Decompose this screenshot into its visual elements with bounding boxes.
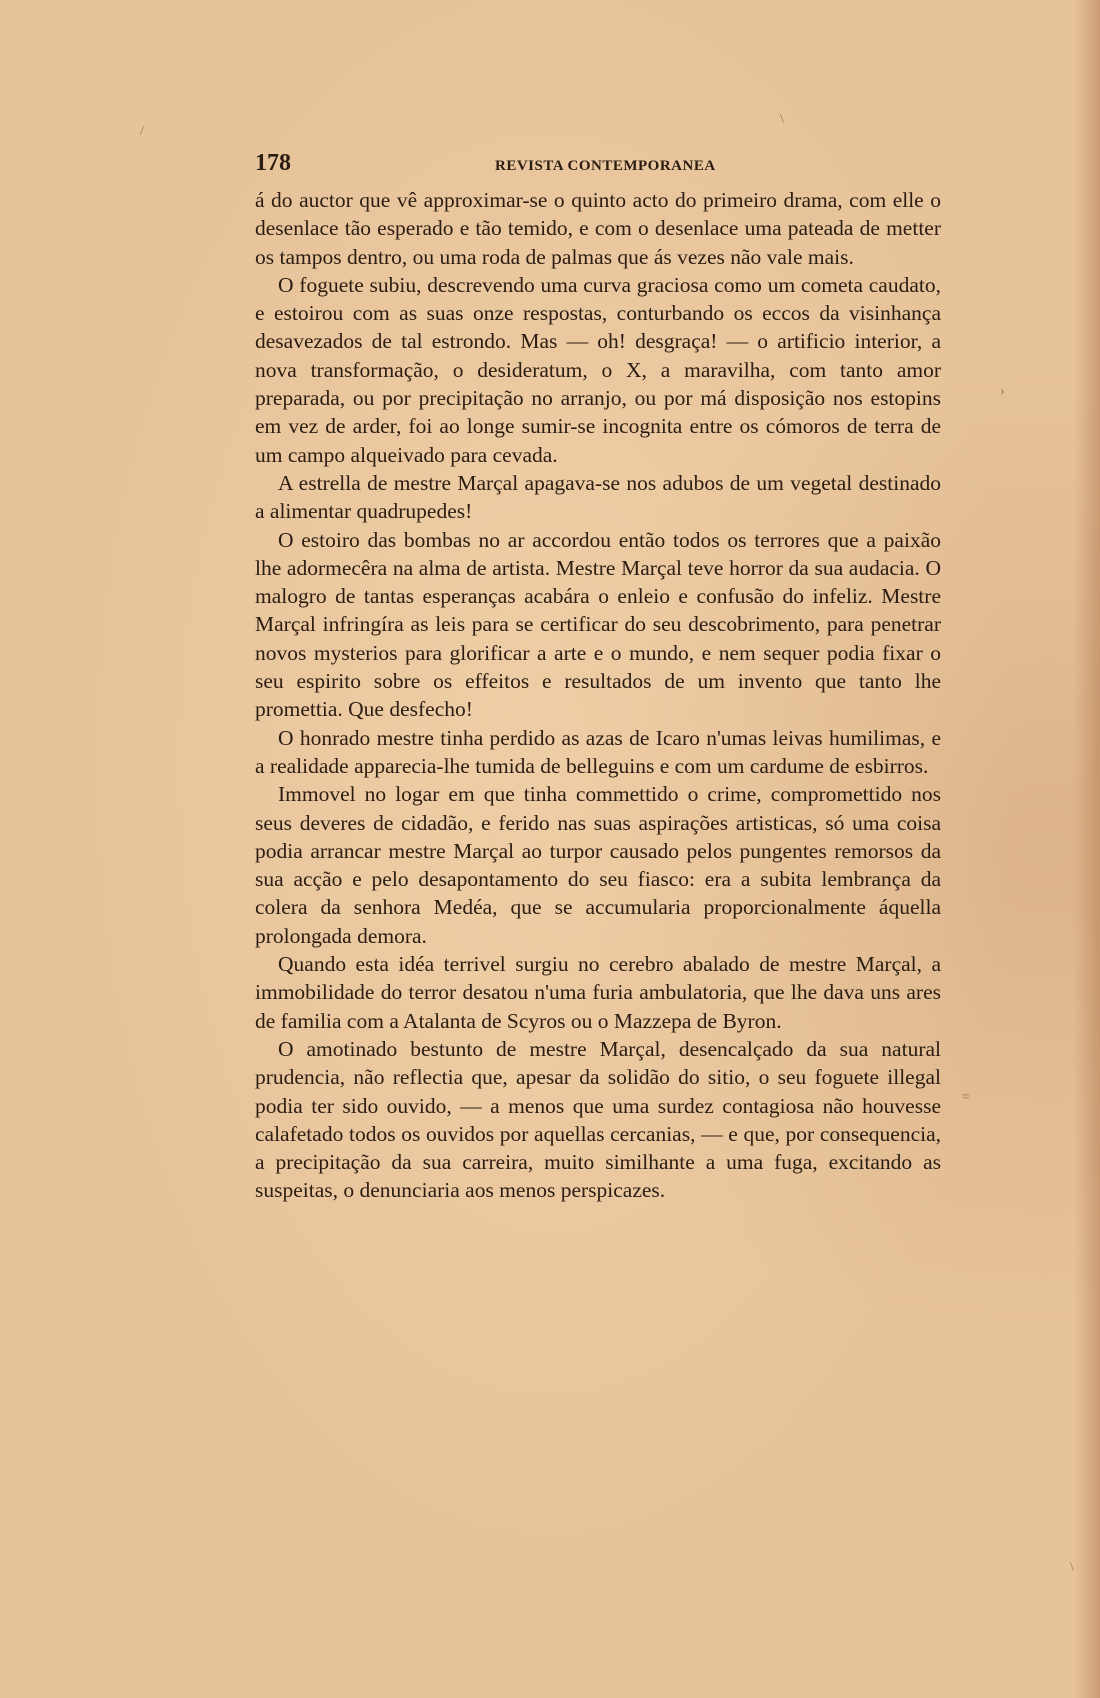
paragraph-5: O honrado mestre tinha perdido as azas de Icaro n'umas leivas humilimas, e a realidade apparecia-lhe tumida de belleguins e com um cardume de esbirros. bbox=[255, 725, 941, 778]
paragraph-3: A estrella de mestre Marçal apagava-se nos adubos de um vegetal destinado a alimentar quadrupedes! bbox=[255, 470, 941, 524]
paragraph-4: O estoiro das bombas no ar accordou então todos os terrores que a paixão lhe adormecêra na alma de artista. Mestre Marçal teve horror da sua audacia. O malogro de tantas esperanças acabára o enleio e confusão do infeliz. Mestre Marçal infringíra as leis para se certificar do seu descobrimento, para penetrar novos mysterios para glorificar a arte e o mundo, e nem sequer podia fixar o seu espirito sobre os effeitos e resultados de um invento que tanto lhe promettia. Que desfecho! bbox=[255, 527, 941, 722]
body-text bbox=[255, 186, 941, 1205]
book-page bbox=[255, 150, 941, 1205]
running-head bbox=[255, 150, 941, 180]
paragraph-2: O foguete subiu, descrevendo uma curva graciosa como um cometa caudato, e estoirou com as suas onze respostas, conturbando os eccos da visinhança desavezados de tal estrondo. Mas — oh! desgraça! — o artificio interior, a nova transformação, o desideratum, o X, a maravilha, com tanto amor preparada, ou por precipitação no arranjo, ou por má disposição nos estopins em vez de arder, foi ao longe sumir-se incognita entre os cómoros de terra de um campo alqueivado para cevada. bbox=[255, 272, 941, 467]
page-number: 178 bbox=[255, 150, 291, 176]
paper-speck: \ bbox=[1070, 1560, 1074, 1575]
paper-speck: / bbox=[140, 124, 144, 139]
page-edge-shadow bbox=[1074, 0, 1100, 1698]
journal-title: REVISTA CONTEMPORANEA bbox=[495, 158, 716, 174]
paragraph-1: á do auctor que vê approximar-se o quinto acto do primeiro drama, com elle o desenlace tão esperado e tão temido, e com o desenlace uma pateada de metter os tampos dentro, ou uma roda de palmas que ás vezes não vale mais. bbox=[255, 188, 941, 269]
paper-speck: \ bbox=[780, 112, 784, 127]
paragraph-8: O amotinado bestunto de mestre Marçal, desencalçado da sua natural prudencia, não reflectia que, apesar da solidão do sitio, o seu foguete illegal podia ter sido ouvido, — a menos que uma surdez contagiosa não houvesse calafetado todos os ouvidos por aquellas cercanias, — e que, por consequencia, a precipitação da sua carreira, muito similhante a uma fuga, excitando as suspeitas, o denunciaria aos menos perspicazes. bbox=[255, 1036, 941, 1203]
paragraph-6: Immovel no logar em que tinha commettido o crime, compromettido nos seus deveres de cidadão, e ferido nas suas aspirações artisticas, só uma coisa podia arrancar mestre Marçal ao turpor causado pelos pungentes remorsos da sua acção e pelo desapontamento do seu fiasco: era a subita lembrança da colera da senhora Medéa, que se accumularia proporcionalmente áquella prolongada demora. bbox=[255, 782, 941, 948]
paper-speck: = bbox=[962, 1090, 970, 1105]
paper-speck: › bbox=[1000, 384, 1005, 399]
paragraph-7: Quando esta idéa terrivel surgiu no cerebro abalado de mestre Marçal, a immobilidade do terror desatou n'uma furia ambulatoria, que lhe dava uns ares de familia com a Atalanta de Scyros ou o Mazzepa de Byron. bbox=[255, 952, 941, 1033]
